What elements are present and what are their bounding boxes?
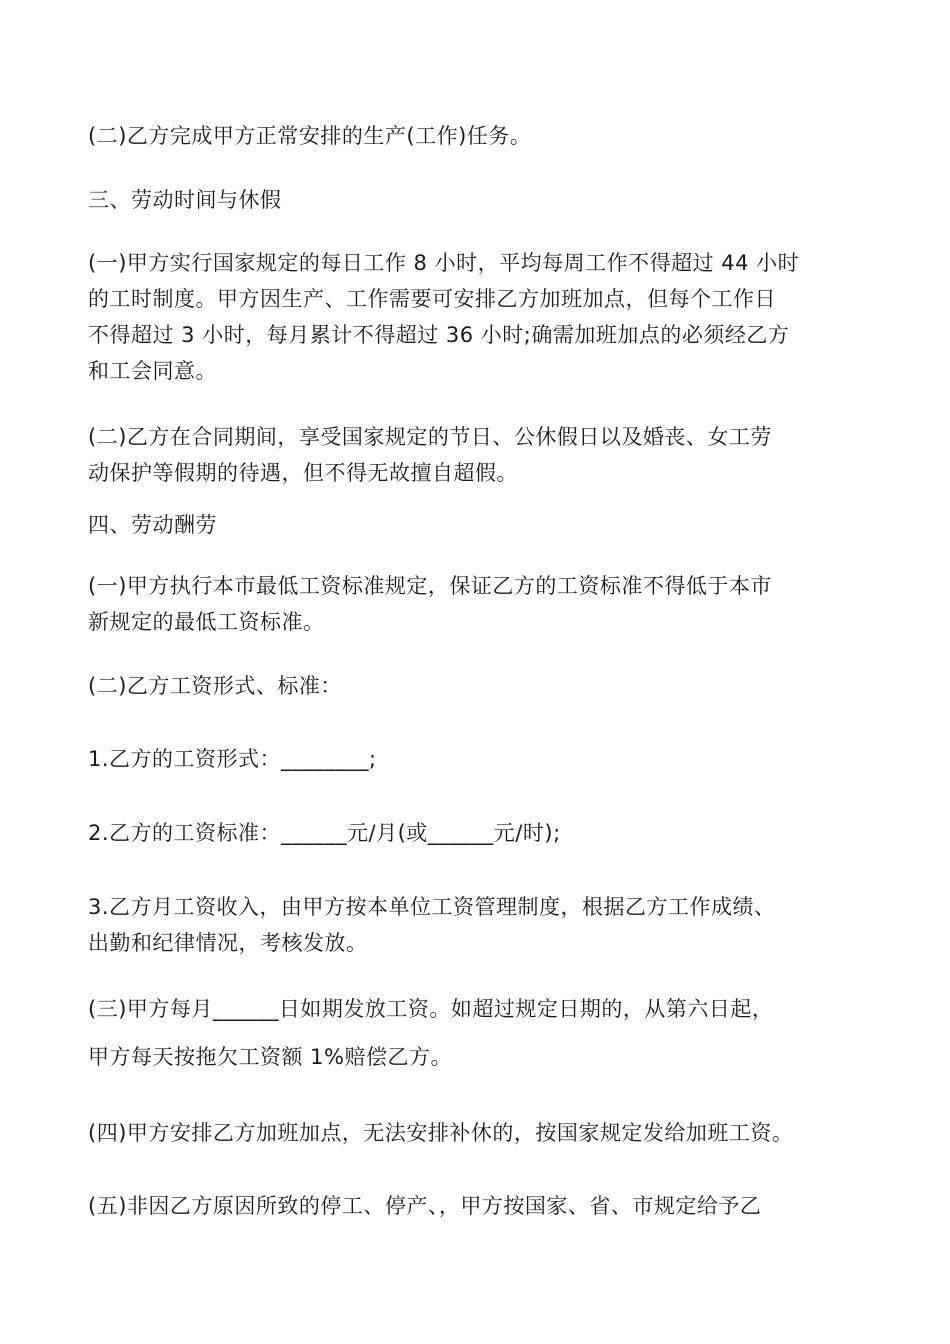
text-line: (一)甲方实行国家规定的每日工作 8 小时，平均每周工作不得超过 44 小时 (88, 251, 800, 275)
text-line: (二)乙方工资形式、标准： (88, 674, 342, 698)
text-line: 三、劳动时间与休假 (88, 188, 282, 212)
text-line: 1.乙方的工资形式：________; (88, 747, 377, 771)
text-line: 2.乙方的工资标准：______元/月(或______元/时); (88, 821, 561, 845)
paragraph-work-hours (88, 245, 868, 389)
paragraph-overtime-pay (88, 1115, 868, 1151)
paragraph-pay-date (88, 991, 868, 1075)
section-heading-working-hours (88, 182, 868, 218)
paragraph-item-2-completion (88, 118, 868, 154)
text-line: 出勤和纪律情况，考核发放。 (88, 931, 368, 955)
text-line: 不得超过 3 小时，每月累计不得超过 36 小时;确需加班加点的必须经乙方 (88, 323, 790, 347)
text-line: 四、劳动酬劳 (88, 513, 217, 537)
paragraph-monthly-income (88, 889, 868, 961)
text-line: (二)乙方完成甲方正常安排的生产(工作)任务。 (88, 124, 532, 148)
text-line: 甲方每天按拖欠工资额 1%赔偿乙方。 (88, 1045, 452, 1069)
paragraph-wage-form-heading (88, 668, 868, 704)
paragraph-wage-standard (88, 815, 868, 851)
paragraph-work-stoppage (88, 1188, 868, 1224)
paragraph-minimum-wage (88, 568, 868, 640)
text-line: 的工时制度。甲方因生产、工作需要可安排乙方加班加点，但每个工作日 (88, 287, 776, 311)
text-line: (二)乙方在合同期间，享受国家规定的节日、公休假日以及婚丧、女工劳 (88, 425, 772, 449)
text-line: (四)甲方安排乙方加班加点，无法安排补休的，按国家规定发给加班工资。 (88, 1121, 794, 1145)
paragraph-wage-form (88, 741, 868, 777)
text-line: 新规定的最低工资标准。 (88, 610, 325, 634)
text-line: (三)甲方每月______日如期发放工资。如超过规定日期的，从第六日起， (88, 997, 774, 1021)
text-line: (五)非因乙方原因所致的停工、停产、，甲方按国家、省、市规定给予乙 (88, 1194, 762, 1218)
text-line: (一)甲方执行本市最低工资标准规定，保证乙方的工资标准不得低于本市 (88, 574, 772, 598)
text-line: 动保护等假期的待遇，但不得无故擅自超假。 (88, 461, 518, 485)
text-line: 和工会同意。 (88, 359, 217, 383)
text-line: 3.乙方月工资收入，由甲方按本单位工资管理制度，根据乙方工作成绩、 (88, 895, 776, 919)
section-heading-remuneration (88, 507, 868, 543)
paragraph-holidays (88, 419, 868, 491)
